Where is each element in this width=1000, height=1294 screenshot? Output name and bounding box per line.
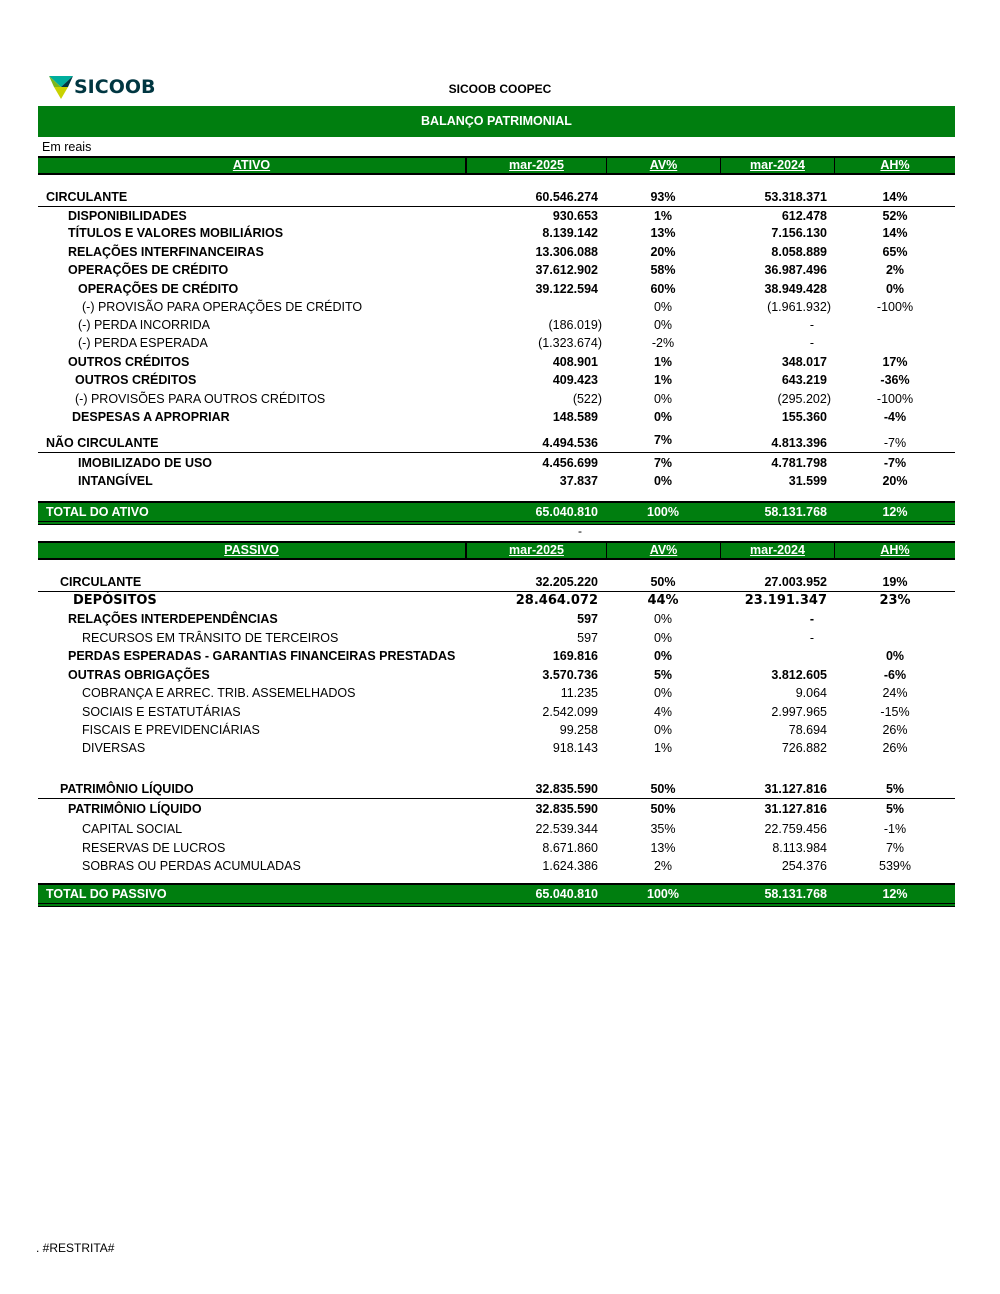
value-2024: - — [809, 318, 814, 332]
total-av-percent: 100% — [647, 887, 679, 901]
table-row — [38, 261, 955, 279]
value-2025: 13.306.088 — [535, 245, 598, 259]
ah-percent: 52% — [882, 209, 908, 223]
row-label: DIVERSAS — [82, 741, 146, 755]
ah-percent: 24% — [882, 686, 908, 700]
av-percent: 0% — [653, 612, 673, 626]
table-row — [38, 629, 955, 647]
total-value-2025: 65.040.810 — [535, 505, 598, 519]
ah-percent: 0% — [885, 649, 905, 663]
row-label: (-) PROVISÕES PARA OUTROS CRÉDITOS — [75, 392, 326, 406]
value-2024: (295.202) — [777, 392, 831, 406]
row-label: FISCAIS E PREVIDENCIÁRIAS — [82, 723, 260, 737]
total-value-2024: 58.131.768 — [764, 505, 827, 519]
table-row — [38, 243, 955, 261]
separator-dash: - — [578, 524, 582, 538]
av-percent: -2% — [651, 336, 675, 350]
row-label: CAPITAL SOCIAL — [82, 822, 183, 836]
row-label: DISPONIBILIDADES — [68, 209, 187, 223]
value-2025: 4.456.699 — [542, 456, 598, 470]
total-av-percent: 100% — [647, 505, 679, 519]
value-2025: 32.835.590 — [535, 782, 598, 796]
row-label: SOBRAS OU PERDAS ACUMULADAS — [82, 859, 301, 873]
av-percent: 0% — [653, 318, 673, 332]
av-percent: 60% — [650, 282, 676, 296]
ah-percent: 14% — [882, 226, 908, 240]
total-ah-percent: 12% — [882, 505, 908, 519]
row-label: INTANGÍVEL — [78, 474, 153, 488]
table-row — [38, 371, 955, 389]
table-row — [38, 820, 955, 838]
table-row — [38, 666, 955, 684]
av-percent: 0% — [653, 392, 673, 406]
table-row — [38, 188, 955, 207]
value-2025: 39.122.594 — [535, 282, 598, 296]
av-percent: 35% — [650, 822, 676, 836]
total-value-2025: 65.040.810 — [535, 887, 598, 901]
table-row — [38, 334, 955, 352]
value-2025: 408.901 — [552, 355, 598, 369]
total-value-2024: 58.131.768 — [764, 887, 827, 901]
ah-percent: -4% — [883, 410, 907, 424]
row-label: PATRIMÔNIO LÍQUIDO — [68, 802, 202, 816]
value-2024: 8.058.889 — [771, 245, 827, 259]
ah-percent: 14% — [882, 190, 908, 204]
total-ah-percent: 12% — [882, 887, 908, 901]
table-row — [38, 408, 955, 426]
value-2025: 37.612.902 — [535, 263, 598, 277]
value-2025: 4.494.536 — [542, 436, 598, 450]
value-2024: 8.113.984 — [772, 841, 827, 855]
av-percent: 0% — [653, 723, 673, 737]
table-row — [38, 207, 955, 225]
av-percent: 0% — [653, 649, 673, 663]
col-header-passivo: PASSIVO — [38, 543, 467, 558]
av-percent: 50% — [650, 575, 676, 589]
table-row — [38, 316, 955, 334]
table-row — [38, 721, 955, 739]
value-2024: 31.127.816 — [764, 802, 827, 816]
value-2024: 4.781.798 — [771, 456, 827, 470]
av-percent: 0% — [653, 300, 673, 314]
table-row — [38, 800, 955, 818]
row-label: PATRIMÔNIO LÍQUIDO — [60, 782, 194, 796]
value-2024: 78.694 — [788, 723, 827, 737]
value-2025: 8.139.142 — [542, 226, 598, 240]
row-label: OPERAÇÕES DE CRÉDITO — [68, 263, 229, 277]
value-2024: 22.759.456 — [764, 822, 827, 836]
av-percent: 50% — [650, 802, 676, 816]
value-2025: 3.570.736 — [542, 668, 598, 682]
value-2025: 32.205.220 — [535, 575, 598, 589]
value-2024: 643.219 — [781, 373, 827, 387]
av-percent: 44% — [647, 593, 679, 608]
av-percent: 1% — [653, 209, 673, 223]
value-2025: 99.258 — [559, 723, 598, 737]
table-row — [38, 780, 955, 799]
value-2024: 726.882 — [781, 741, 827, 755]
av-percent: 0% — [653, 686, 673, 700]
row-label: PERDAS ESPERADAS - GARANTIAS FINANCEIRAS PRESTADAS — [68, 649, 456, 663]
row-label: OUTRAS OBRIGAÇÕES — [68, 668, 210, 682]
ah-percent: -36% — [880, 373, 910, 387]
value-2024: 31.127.816 — [764, 782, 827, 796]
row-label: RESERVAS DE LUCROS — [82, 841, 226, 855]
row-label: RELAÇÕES INTERFINANCEIRAS — [68, 245, 264, 259]
table-row — [38, 610, 955, 628]
table-row — [38, 573, 955, 592]
av-percent: 2% — [653, 859, 673, 873]
value-2025: 11.235 — [560, 686, 598, 700]
av-percent: 20% — [650, 245, 676, 259]
ah-percent: 26% — [882, 723, 908, 737]
value-2025: (522) — [572, 392, 602, 406]
ah-percent: -100% — [876, 392, 914, 406]
total-label: TOTAL DO ATIVO — [46, 505, 149, 519]
row-label: SOCIAIS E ESTATUTÁRIAS — [82, 705, 241, 719]
ah-percent: 65% — [882, 245, 908, 259]
table-row — [38, 454, 955, 472]
value-2024: 2.997.965 — [771, 705, 827, 719]
value-2024: 31.599 — [788, 474, 827, 488]
total-ativo-row — [38, 501, 955, 525]
table-row — [38, 857, 955, 875]
row-label: (-) PERDA INCORRIDA — [78, 318, 210, 332]
ah-percent: 0% — [885, 282, 905, 296]
av-percent: 0% — [653, 631, 673, 645]
value-2024: 348.017 — [781, 355, 827, 369]
ah-percent: -6% — [883, 668, 907, 682]
value-2024: 155.360 — [781, 410, 827, 424]
row-label: (-) PERDA ESPERADA — [78, 336, 208, 350]
row-label: DEPÓSITOS — [73, 593, 157, 608]
value-2024: 53.318.371 — [764, 190, 827, 204]
ah-percent: 20% — [882, 474, 908, 488]
av-percent: 58% — [650, 263, 676, 277]
col-header-ah: AH% — [880, 543, 910, 557]
row-label: CIRCULANTE — [60, 575, 142, 589]
value-2025: 918.143 — [552, 741, 598, 755]
ah-percent: 23% — [879, 593, 911, 608]
value-2024: 254.376 — [781, 859, 827, 873]
value-2025: 169.816 — [552, 649, 598, 663]
value-2025: 597 — [577, 612, 598, 626]
ah-percent: -15% — [880, 705, 910, 719]
av-percent: 7% — [653, 456, 673, 470]
value-2024: 612.478 — [781, 209, 827, 223]
row-label: RELAÇÕES INTERDEPENDÊNCIAS — [68, 612, 278, 626]
value-2024: 7.156.130 — [771, 226, 827, 240]
table-row — [38, 390, 955, 408]
ah-percent: -100% — [876, 300, 914, 314]
ah-percent: 5% — [885, 782, 905, 796]
value-2024: (1.961.932) — [767, 300, 831, 314]
ah-percent: 19% — [882, 575, 908, 589]
col-header-mar-2025: mar-2025 — [467, 543, 607, 558]
ah-percent: 7% — [885, 841, 905, 855]
classification-footer: . #RESTRITA# — [36, 1241, 115, 1255]
table-row — [38, 434, 955, 453]
av-percent: 0% — [653, 474, 673, 488]
value-2025: 37.837 — [559, 474, 598, 488]
col-header-mar-2024: mar-2024 — [721, 158, 835, 173]
value-2024: - — [809, 336, 814, 350]
table-row — [38, 298, 955, 316]
ah-percent: -7% — [883, 456, 907, 470]
value-2024: 36.987.496 — [764, 263, 827, 277]
value-2024: 4.813.396 — [771, 436, 827, 450]
value-2024: 23.191.347 — [744, 593, 827, 608]
value-2025: 148.589 — [552, 410, 598, 424]
ah-percent: 26% — [882, 741, 908, 755]
col-header-ah: AH% — [880, 158, 910, 172]
row-label: TÍTULOS E VALORES MOBILIÁRIOS — [68, 226, 284, 240]
value-2025: 597 — [577, 631, 598, 645]
ah-percent: 17% — [882, 355, 908, 369]
value-2025: 930.653 — [552, 209, 598, 223]
av-percent: 0% — [653, 410, 673, 424]
av-percent: 93% — [650, 190, 676, 204]
table-row — [38, 592, 955, 610]
row-label: (-) PROVISÃO PARA OPERAÇÕES DE CRÉDITO — [82, 300, 363, 314]
col-header-ativo: ATIVO — [38, 158, 467, 173]
value-2025: 32.835.590 — [535, 802, 598, 816]
table-row — [38, 739, 955, 757]
value-2024: 3.812.605 — [771, 668, 827, 682]
value-2024: - — [809, 631, 814, 645]
col-header-mar-2025: mar-2025 — [467, 158, 607, 173]
row-label: OUTROS CRÉDITOS — [68, 355, 190, 369]
col-header-av: AV% — [607, 158, 721, 173]
value-2025: 28.464.072 — [515, 593, 598, 608]
av-percent: 7% — [653, 433, 673, 447]
value-2024: 27.003.952 — [764, 575, 827, 589]
value-2025: 2.542.099 — [542, 705, 598, 719]
page-title: BALANÇO PATRIMONIAL — [38, 106, 955, 137]
ah-percent: 539% — [879, 859, 911, 873]
value-2024: 38.949.428 — [764, 282, 827, 296]
av-percent: 50% — [650, 782, 676, 796]
av-percent: 1% — [653, 373, 673, 387]
value-2025: 8.671.860 — [542, 841, 598, 855]
ah-percent: -1% — [883, 822, 907, 836]
av-percent: 13% — [650, 841, 676, 855]
table-row — [38, 703, 955, 721]
row-label: IMOBILIZADO DE USO — [78, 456, 213, 470]
row-label: OUTROS CRÉDITOS — [75, 373, 197, 387]
table-row — [38, 647, 955, 665]
ativo-header-row — [38, 156, 955, 175]
table-row — [38, 353, 955, 371]
company-name: SICOOB COOPEC — [448, 82, 552, 96]
ah-percent: 5% — [885, 802, 905, 816]
av-percent: 1% — [653, 741, 673, 755]
ah-percent: -7% — [883, 436, 907, 450]
av-percent: 4% — [653, 705, 673, 719]
table-row — [38, 839, 955, 857]
logo-text: SICOOB — [74, 76, 156, 98]
total-label: TOTAL DO PASSIVO — [46, 887, 167, 901]
row-label: CIRCULANTE — [46, 190, 128, 204]
row-label: OPERAÇÕES DE CRÉDITO — [78, 282, 239, 296]
value-2025: 22.539.344 — [535, 822, 598, 836]
col-header-av: AV% — [607, 543, 721, 558]
row-label: DESPESAS A APROPRIAR — [72, 410, 230, 424]
value-2024: - — [809, 612, 814, 626]
table-row — [38, 684, 955, 702]
total-passivo-row — [38, 883, 955, 907]
table-row — [38, 280, 955, 298]
av-percent: 5% — [653, 668, 673, 682]
ah-percent: 2% — [885, 263, 905, 277]
value-2025: 1.624.386 — [542, 859, 598, 873]
row-label: NÃO CIRCULANTE — [46, 436, 159, 450]
col-header-mar-2024: mar-2024 — [721, 543, 835, 558]
unit-label: Em reais — [42, 140, 92, 154]
av-percent: 13% — [650, 226, 676, 240]
value-2025: 409.423 — [552, 373, 598, 387]
av-percent: 1% — [653, 355, 673, 369]
value-2024: 9.064 — [795, 686, 827, 700]
value-2025: (186.019) — [548, 318, 602, 332]
table-row — [38, 224, 955, 242]
row-label: COBRANÇA E ARREC. TRIB. ASSEMELHADOS — [82, 686, 356, 700]
row-label: RECURSOS EM TRÂNSITO DE TERCEIROS — [82, 631, 339, 645]
table-row — [38, 472, 955, 490]
value-2025: 60.546.274 — [535, 190, 598, 204]
passivo-header-row — [38, 541, 955, 560]
value-2025: (1.323.674) — [538, 336, 602, 350]
